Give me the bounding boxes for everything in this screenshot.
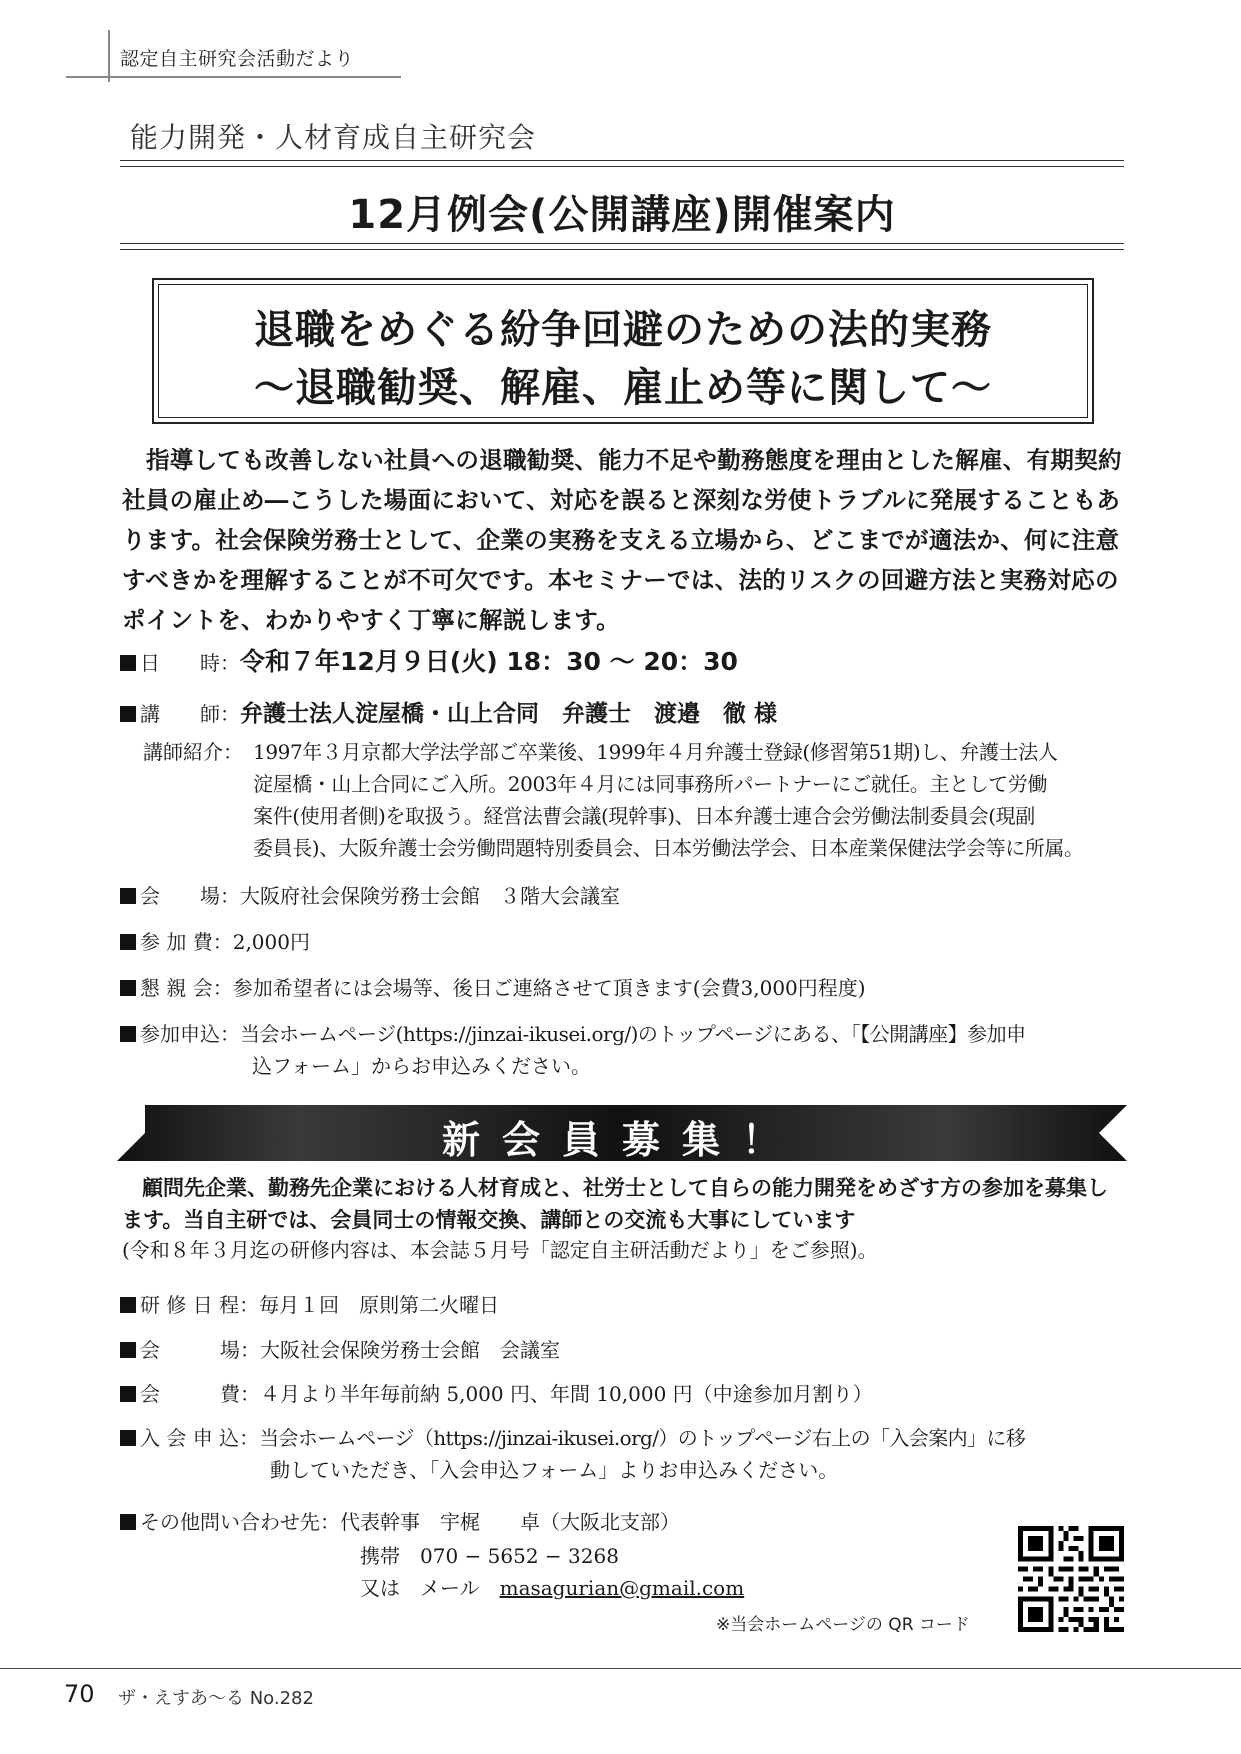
square-bullet-icon [120, 980, 136, 996]
recruit-venue-row [120, 1334, 560, 1366]
square-bullet-icon [120, 1342, 136, 1358]
party-row [120, 972, 866, 1004]
membership-fee-value: ４月より半年毎前納 5,000 円、年間 10,000 円（中途参加月割り） [260, 1382, 873, 1406]
join-label: 入 会 申 込： [140, 1426, 260, 1450]
fee-label: 参 加 費： [140, 930, 233, 954]
contact-label: その他問い合わせ先： [140, 1510, 340, 1534]
recruit-note: (令和８年３月迄の研修内容は、本会誌５月号「認定自主研活動だより」をご参照)。 [122, 1238, 878, 1262]
recruit-lead: 顧問先企業、勤務先企業における人材育成と、社労士として自らの能力開発をめざす方の参加を募集します。当自主研では、会員同士の情報交換、講師との交流も大事にしています [122, 1176, 1108, 1232]
party-label: 懇 親 会： [140, 976, 233, 1000]
bio-line: 1997年３月京都大学法学部ご卒業後、1999年４月弁護士登録(修習第51期)し、弁護士法人 [253, 740, 1058, 764]
square-bullet-icon [120, 1514, 136, 1530]
lecturer-label: 講 師： [140, 702, 240, 726]
date-value: 令和７年12月９日(火) 18：30 〜 20：30 [240, 647, 738, 676]
header-divider-horizontal [66, 76, 401, 78]
membership-fee-label: 会 費： [140, 1382, 260, 1406]
apply-row [120, 1018, 1026, 1050]
contact-row [120, 1506, 680, 1538]
join-text: 当会ホームページ（https://jinzai-ikusei.org/）のトップページ右上の「入会案内」に移 [259, 1426, 1026, 1450]
schedule-value: 毎月１回 原則第二火曜日 [259, 1293, 500, 1317]
recruit-banner-text: 新会員募集！ [441, 1118, 802, 1162]
intro-paragraph: 指導しても改善しない社員への退職勧奨、能力不足や勤務態度を理由とした解雇、有期契約社員の雇止め―こうした場面において、対応を誤ると深刻な労使トラブルに発展することもあります。社会保険労務士として、企業の実務を支える立場から、どこまでが適法か、何に注意すべきかを理解することが不可欠です。本セミナーでは、法的リスクの回避方法と実務対応のポイントを、わかりやすく丁寧に解説します。 [122, 446, 1122, 634]
page-number: 70 [64, 1680, 95, 1708]
schedule-row [120, 1289, 499, 1321]
topic-title: 退職をめぐる紛争回避のための法的実務 [254, 307, 992, 353]
bio-line: 案件(使用者側)を取扱う。経営法曹会議(現幹事)、日本弁護士連合会労働法制委員会(現副 [253, 804, 1035, 828]
magazine-name: ザ・えすあ〜る No.282 [118, 1688, 314, 1709]
header-divider-vertical [108, 30, 110, 82]
venue-value: 大阪府社会保険労務士会館 ３階大会議室 [240, 884, 620, 908]
square-bullet-icon [120, 655, 136, 671]
recruit-venue-label: 会 場： [140, 1338, 260, 1362]
mail-prefix: 又は メール [360, 1576, 480, 1600]
recruit-banner [117, 1105, 1127, 1161]
qr-code[interactable] [1018, 1526, 1124, 1632]
lecturer-row [120, 698, 777, 730]
footer-rule [0, 1668, 1241, 1669]
bio-text [253, 736, 1133, 864]
venue-label: 会 場： [140, 884, 240, 908]
fee-value: 2,000円 [232, 930, 310, 954]
square-bullet-icon [120, 1386, 136, 1402]
qr-caption: ※当会ホームページの QR コード [716, 1615, 970, 1635]
square-bullet-icon [120, 1297, 136, 1313]
topic-subtitle: 〜退職勧奨、解雇、雇止め等に関して〜 [254, 365, 992, 411]
email-link[interactable]: masagurian@gmail.com [499, 1576, 745, 1600]
party-value: 参加希望者には会場等、後日ご連絡させて頂きます(会費3,000円程度) [232, 976, 866, 1000]
venue-row [120, 880, 620, 912]
square-bullet-icon [120, 888, 136, 904]
apply-text: 当会ホームページ(https://jinzai-ikusei.org/)のトップページにある、「【公開講座】参加申 [240, 1022, 1026, 1046]
bio-line: 委員長)、大阪弁護士会労働問題特別委員会、日本労働法学会、日本産業保健法学会等に所属。 [253, 836, 1084, 860]
schedule-label: 研 修 日 程： [140, 1293, 260, 1317]
title-rule-top [120, 166, 1124, 167]
fee-row [120, 926, 310, 958]
square-bullet-icon [120, 706, 136, 722]
apply-text-continued: 込フォーム」からお申込みください。 [252, 1054, 591, 1078]
membership-fee-row [120, 1378, 873, 1410]
date-row [120, 646, 738, 679]
contact-person: 代表幹事 宇梶 卓（大阪北支部） [340, 1510, 680, 1534]
apply-label: 参加申込： [140, 1022, 240, 1046]
contact-phone: 携帯 070 − 5652 − 3268 [360, 1544, 619, 1568]
bio-line: 淀屋橋・山上合同にご入所。2003年４月には同事務所パートナーにご就任。主として労働 [253, 772, 1048, 796]
recruit-venue-value: 大阪社会保険労務士会館 会議室 [260, 1338, 560, 1362]
square-bullet-icon [120, 1026, 136, 1042]
contact-mail-row [360, 1572, 744, 1604]
square-bullet-icon [120, 1430, 136, 1446]
title-rule-bottom [120, 243, 1124, 244]
event-title: 12月例会(公開講座)開催案内 [348, 192, 896, 238]
join-row [120, 1422, 1025, 1454]
topic-box [152, 278, 1094, 424]
join-text-continued: 動していただき、「入会申込フォーム」よりお申込みください。 [270, 1458, 839, 1482]
group-name: 能力開発・人材育成自主研究会 [130, 121, 537, 154]
date-label: 日 時： [140, 651, 240, 675]
lecturer-value: 弁護士法人淀屋橋・山上合同 弁護士 渡邉 徹 様 [240, 701, 778, 727]
title-rule-top [120, 160, 1124, 161]
title-rule-bottom [120, 249, 1124, 250]
bio-label: 講師紹介： [143, 740, 243, 764]
square-bullet-icon [120, 934, 136, 950]
section-label: 認定自主研究会活動だより [120, 48, 355, 70]
